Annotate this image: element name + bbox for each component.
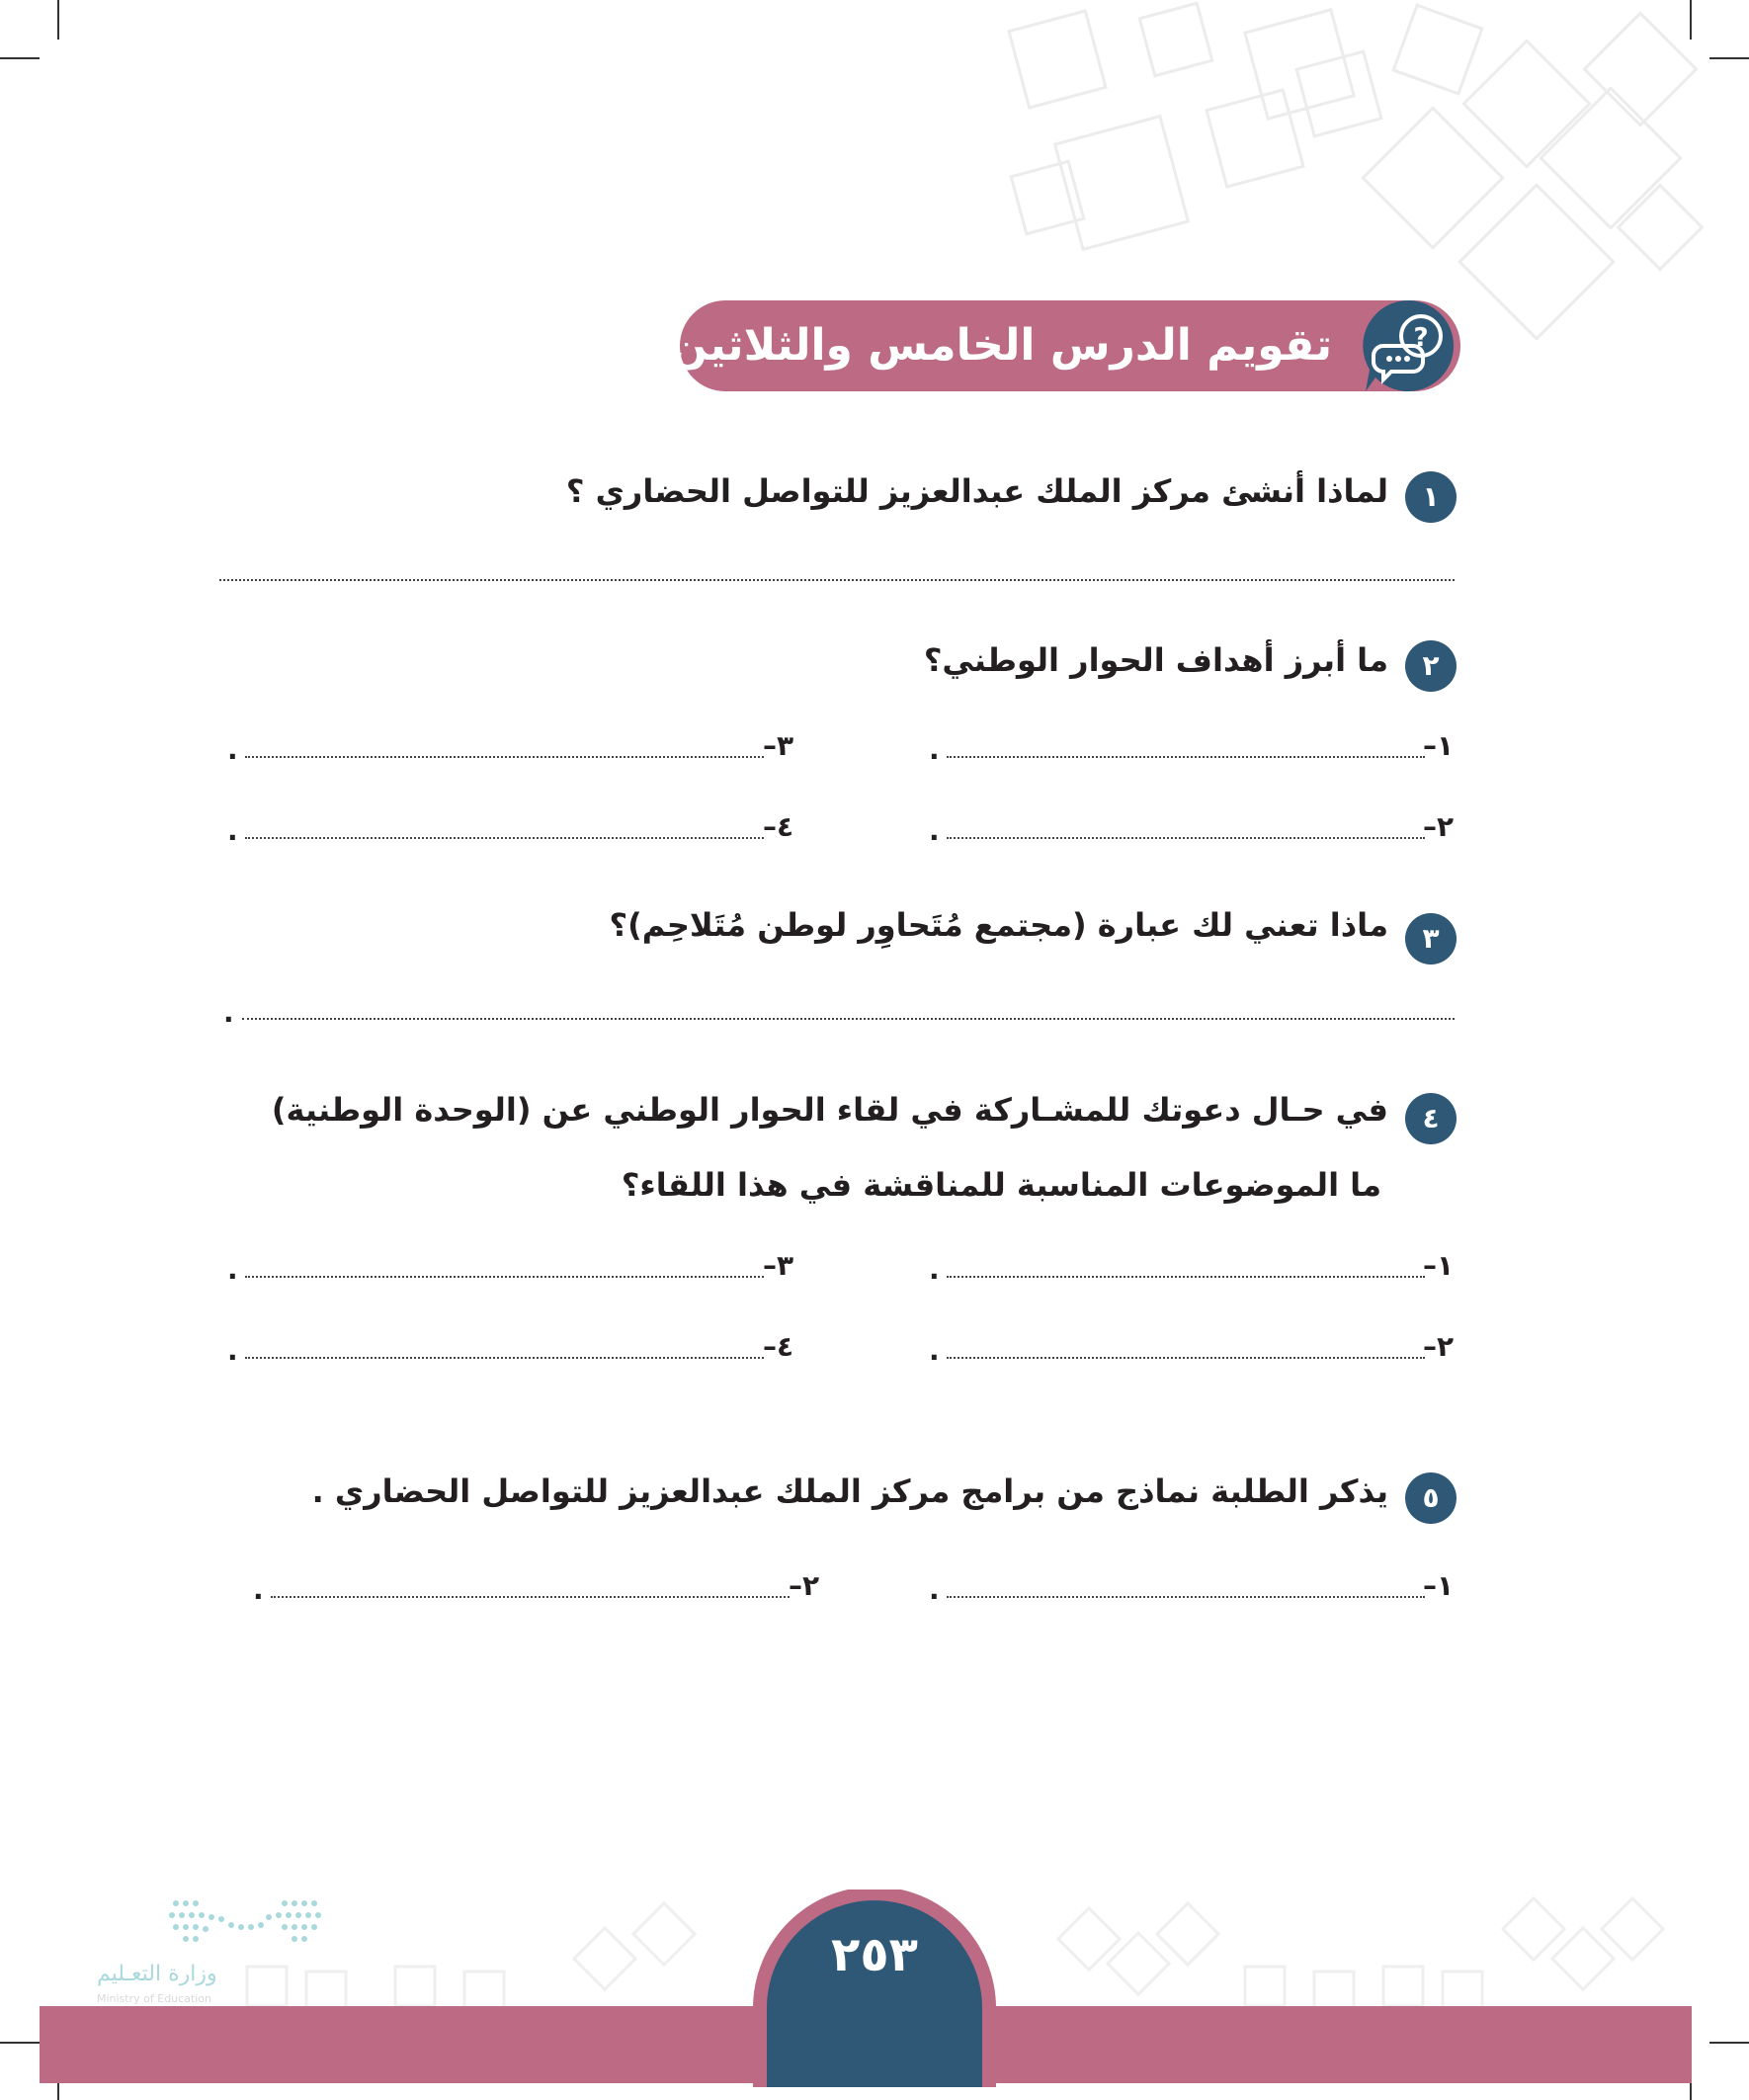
question-2-answer-4-label: ٤– (763, 810, 794, 843)
question-3-answer-line[interactable] (242, 1018, 1455, 1020)
question-5-text: يذكر الطلبة نماذج من برامج مركز الملك عبدالعزيز للتواصل الحضاري . (311, 1472, 1388, 1510)
question-5-answer-1-line[interactable] (947, 1596, 1425, 1598)
question-5-number: ٥ (1405, 1472, 1457, 1524)
question-2-answer-1-end: . (929, 733, 940, 766)
question-2-answer-3-label: ٣– (763, 729, 794, 762)
question-4-answer-2-line[interactable] (947, 1357, 1425, 1359)
lesson-title-banner (670, 300, 1460, 391)
question-5-answer-1-end: . (929, 1573, 940, 1606)
question-2-answer-2-end: . (929, 814, 940, 847)
question-3-number: ٣ (1405, 913, 1457, 965)
question-4-text-line1: في حـال دعوتك للمشـاركة في لقاء الحوار الوطني عن (الوحدة الوطنية) (271, 1091, 1388, 1129)
question-2-answer-1-line[interactable] (947, 756, 1425, 758)
page-number: ٢٥٣ (831, 1927, 918, 1982)
svg-text:?: ? (1413, 323, 1429, 353)
question-3-answer-end: . (223, 996, 234, 1029)
question-4-answer-4-end: . (227, 1334, 238, 1367)
question-4-answer-1-label: ١– (1423, 1249, 1455, 1282)
question-4-answer-3-label: ٣– (763, 1249, 794, 1282)
question-2-answer-3-end: . (227, 733, 238, 766)
question-1-number: ١ (1405, 471, 1457, 523)
question-3-text: ماذا تعني لك عبارة (مجتمع مُتَحاوِر لوطن مُتَلاحِم)؟ (609, 906, 1388, 944)
question-4-number: ٤ (1405, 1093, 1457, 1144)
lesson-title: تقويم الدرس الخامس والثلاثين (670, 320, 1332, 371)
question-2-answer-1-label: ١– (1423, 729, 1455, 762)
ministry-name-ar: وزارة التعـليم (97, 1962, 217, 1986)
question-2-number: ٢ (1405, 640, 1457, 692)
question-2-answer-3-line[interactable] (245, 756, 764, 758)
question-4-text-line2: ما الموضوعات المناسبة للمناقشة في هذا اللقاء؟ (621, 1166, 1381, 1204)
question-4-answer-1-end: . (929, 1253, 940, 1286)
question-4-answer-3-end: . (227, 1253, 238, 1286)
question-4-answer-4-label: ٤– (763, 1330, 794, 1363)
question-4-answer-1-line[interactable] (947, 1276, 1425, 1278)
question-2-answer-2-label: ٢– (1423, 810, 1455, 843)
question-5-answer-2-line[interactable] (271, 1596, 790, 1598)
question-2-answer-2-line[interactable] (947, 837, 1425, 839)
question-5-answer-2-label: ٢– (789, 1569, 820, 1602)
page-number-badge (753, 1890, 996, 2087)
question-2-text: ما أبرز أهداف الحوار الوطني؟ (923, 641, 1388, 679)
question-4-answer-4-line[interactable] (245, 1357, 764, 1359)
question-1-text: لماذا أنشئ مركز الملك عبدالعزيز للتواصل الحضاري ؟ (565, 472, 1388, 510)
question-4-answer-3-line[interactable] (245, 1276, 764, 1278)
question-1-answer-line[interactable] (219, 579, 1455, 581)
question-2-answer-4-end: . (227, 814, 238, 847)
question-4-answer-2-end: . (929, 1334, 940, 1367)
ministry-name-en: Ministry of Education (97, 1992, 212, 2005)
question-5-answer-1-label: ١– (1423, 1569, 1455, 1602)
question-2-answer-4-line[interactable] (245, 837, 764, 839)
ministry-dots-logo (166, 1895, 324, 1947)
question-4-answer-2-label: ٢– (1423, 1330, 1455, 1363)
question-5-answer-2-end: . (253, 1573, 264, 1606)
question-chat-icon (1360, 296, 1458, 395)
